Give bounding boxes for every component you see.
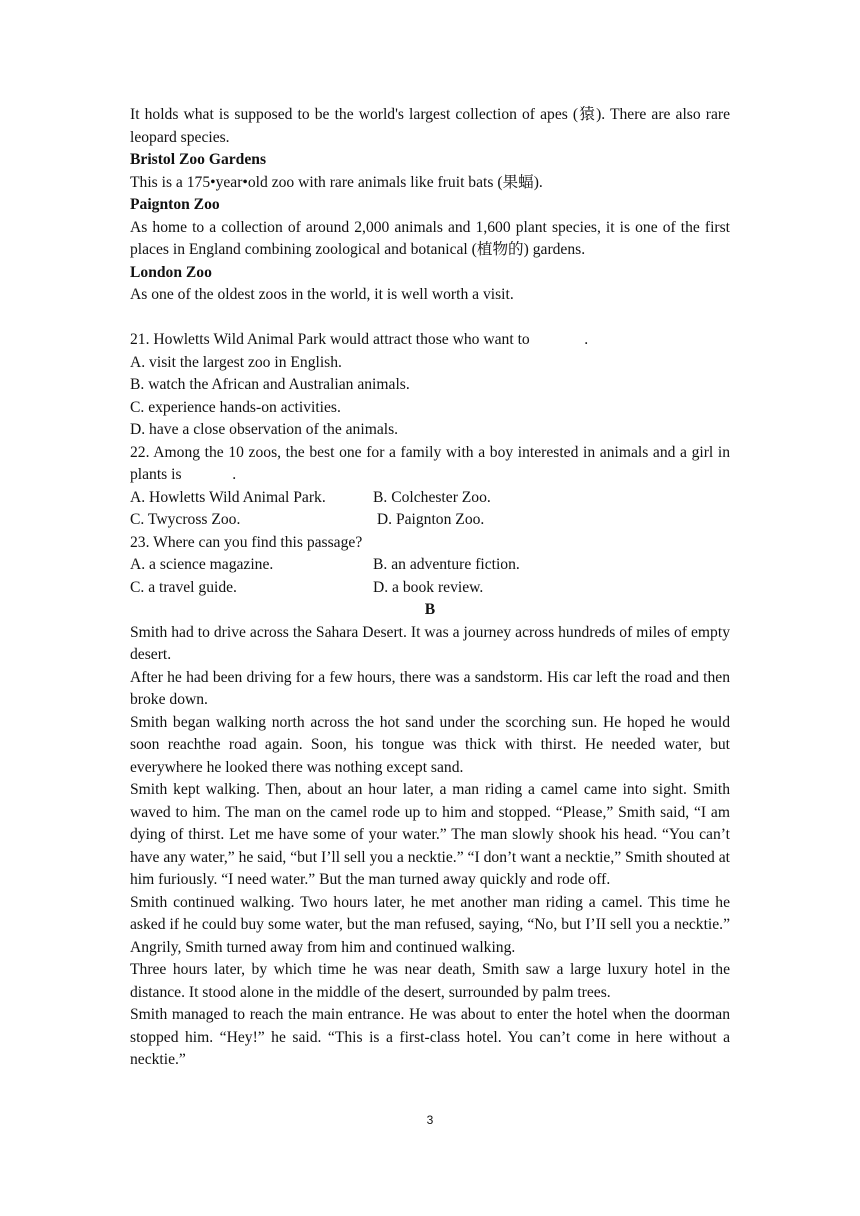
question-22-options-row-1 [130,487,730,510]
question-21-option-a: A. visit the largest zoo in English. [130,353,342,371]
question-23-stem: 23. Where can you find this passage? [130,533,363,551]
section-b-heading: B [424,601,436,618]
question-21-option-b: B. watch the African and Australian animals. [130,376,410,393]
story-paragraph-2: After he had been driving for a few hours, there was a sandstorm. His car left the road and then broke down. [130,668,730,708]
story-paragraph-7: Smith managed to reach the main entrance. He was about to enter the hotel when the doorman stopped him. “Hey!” he said. “This is a first-class hotel. You can’t come in here without a necktie.” [130,1006,730,1068]
story-paragraph-3: Smith began walking north across the hot sand under the scorching sun. He hoped he would soon reachthe road again. Soon, his tongue was thick with thirst. He needed water, but everywhere he looked there was nothing except sand. [130,713,730,776]
page-content [130,104,734,1072]
zoo-desc-bristol: This is a 175•year•old zoo with rare animals like fruit bats (果蝠). [130,173,543,191]
question-23-option-c: C. a travel guide. [130,578,237,596]
story-paragraph-6: Three hours later, by which time he was near death, Smith saw a large luxury hotel in the distance. It stood alone in the middle of the desert, surrounded by palm trees. [130,961,730,1001]
zoo-heading-bristol: Bristol Zoo Gardens [130,151,267,168]
zoo-desc-london: As one of the oldest zoos in the world, it is well worth a visit. [130,286,514,303]
story-paragraph-1: Smith had to drive across the Sahara Desert. It was a journey across hundreds of miles of empty desert. [130,623,730,663]
question-23-option-b: B. an adventure fiction. [373,556,520,573]
story-paragraph-5: Smith continued walking. Two hours later, he met another man riding a camel. This time he asked if he could buy some water, but the man refused, saying, “No, but I’II sell you a necktie.” Angrily, Smith turned away from him and continued walking. [130,893,730,956]
question-21-option-d: D. have a close observation of the animals. [130,421,399,438]
zoo-heading-paignton: Paignton Zoo [130,196,220,213]
page-number: 3 [426,1113,434,1127]
question-23-options-row-1 [130,554,730,577]
question-23-option-a: A. a science magazine. [130,556,274,573]
question-22-option-a: A. Howletts Wild Animal Park. [130,488,326,506]
question-21-stem: 21. Howletts Wild Animal Park would attract those who want to . [130,331,589,348]
question-23-options-row-2 [130,577,730,600]
question-22-option-d: D. Paignton Zoo. [373,511,485,528]
zoo-heading-london: London Zoo [130,263,212,281]
question-22-option-c: C. Twycross Zoo. [130,511,241,528]
question-22-stem: 22. Among the 10 zoos, the best one for a family with a boy interested in animals and a girl in plants is . [130,443,734,483]
question-22-options-row-2 [130,509,730,532]
question-22-option-b: B. Colchester Zoo. [373,488,491,506]
intro-paragraph: It holds what is supposed to be the world's largest collection of apes (猿). There are also rare leopard species. [130,106,730,146]
question-23-option-d: D. a book review. [373,578,484,596]
zoo-desc-paignton: As home to a collection of around 2,000 animals and 1,600 plant species, it is one of the first places in England combining zoological and botanical (植物的) gardens. [130,218,730,258]
story-paragraph-4: Smith kept walking. Then, about an hour later, a man riding a camel came into sight. Smith waved to him. The man on the camel rode up to him and stopped. “Please,” Smith said, “I am dying of thirst. Let me have some of your water.” The man slowly shook his head. “You can’t have any water,” he said, “but I’ll sell you a necktie.” “I don’t want a necktie,” Smith shouted at him furiously. “I need water.” But the man turned away quickly and rode off. [130,781,730,888]
question-21-option-c: C. experience hands-on activities. [130,398,341,416]
spacer [130,307,730,330]
